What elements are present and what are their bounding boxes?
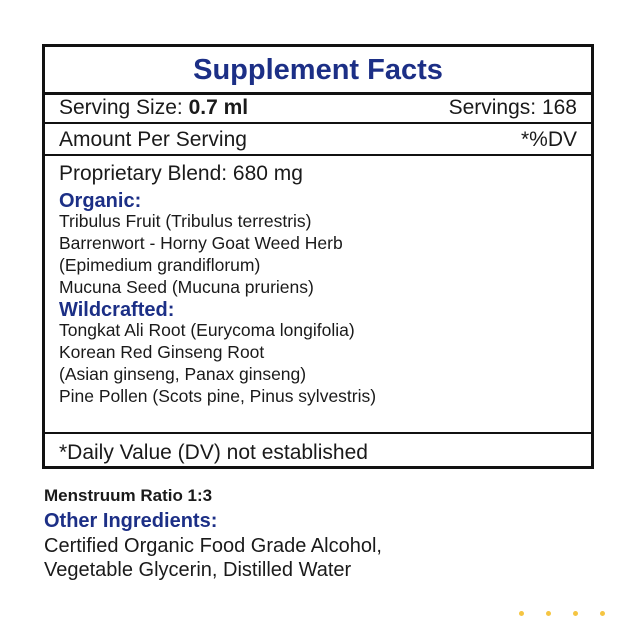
ingredient-line: Korean Red Ginseng Root	[59, 342, 265, 362]
panel-title: Supplement Facts	[193, 54, 443, 86]
supplement-facts-panel	[42, 44, 594, 469]
decorative-dot	[600, 611, 605, 616]
footnote-divider	[45, 432, 591, 434]
serving-size-value: 0.7 ml	[188, 96, 249, 119]
section-heading-wildcrafted: Wildcrafted:	[59, 299, 175, 321]
decorative-dot	[546, 611, 551, 616]
proprietary-blend: Proprietary Blend: 680 mg	[59, 162, 303, 185]
ingredient-line: Barrenwort - Horny Goat Weed Herb	[59, 233, 343, 253]
ingredient-line: Tongkat Ali Root (Eurycoma longifolia)	[59, 320, 355, 340]
section-heading-organic: Organic:	[59, 190, 142, 212]
other-ingredients-line: Vegetable Glycerin, Distilled Water	[44, 559, 352, 581]
other-ingredients-heading: Other Ingredients:	[44, 510, 218, 532]
serving-size	[59, 95, 248, 121]
ingredient-line: Tribulus Fruit (Tribulus terrestris)	[59, 211, 312, 231]
other-ingredients-line: Certified Organic Food Grade Alcohol,	[44, 535, 382, 557]
ingredient-line: Mucuna Seed (Mucuna pruriens)	[59, 277, 314, 297]
decorative-dot	[519, 611, 524, 616]
serving-divider	[45, 122, 591, 124]
amount-divider	[45, 154, 591, 156]
decorative-dot	[573, 611, 578, 616]
servings-count: Servings: 168	[448, 96, 577, 119]
serving-size-label: Serving Size:	[59, 96, 183, 119]
ingredient-line: (Epimedium grandiflorum)	[59, 255, 261, 275]
amount-per-serving: Amount Per Serving	[59, 128, 247, 151]
ingredient-line: Pine Pollen (Scots pine, Pinus sylvestris)	[59, 386, 377, 406]
menstruum-ratio: Menstruum Ratio 1:3	[44, 486, 213, 505]
dv-header: *%DV	[520, 128, 577, 151]
daily-value-footnote: *Daily Value (DV) not established	[59, 441, 368, 464]
ingredient-line: (Asian ginseng, Panax ginseng)	[59, 364, 307, 384]
